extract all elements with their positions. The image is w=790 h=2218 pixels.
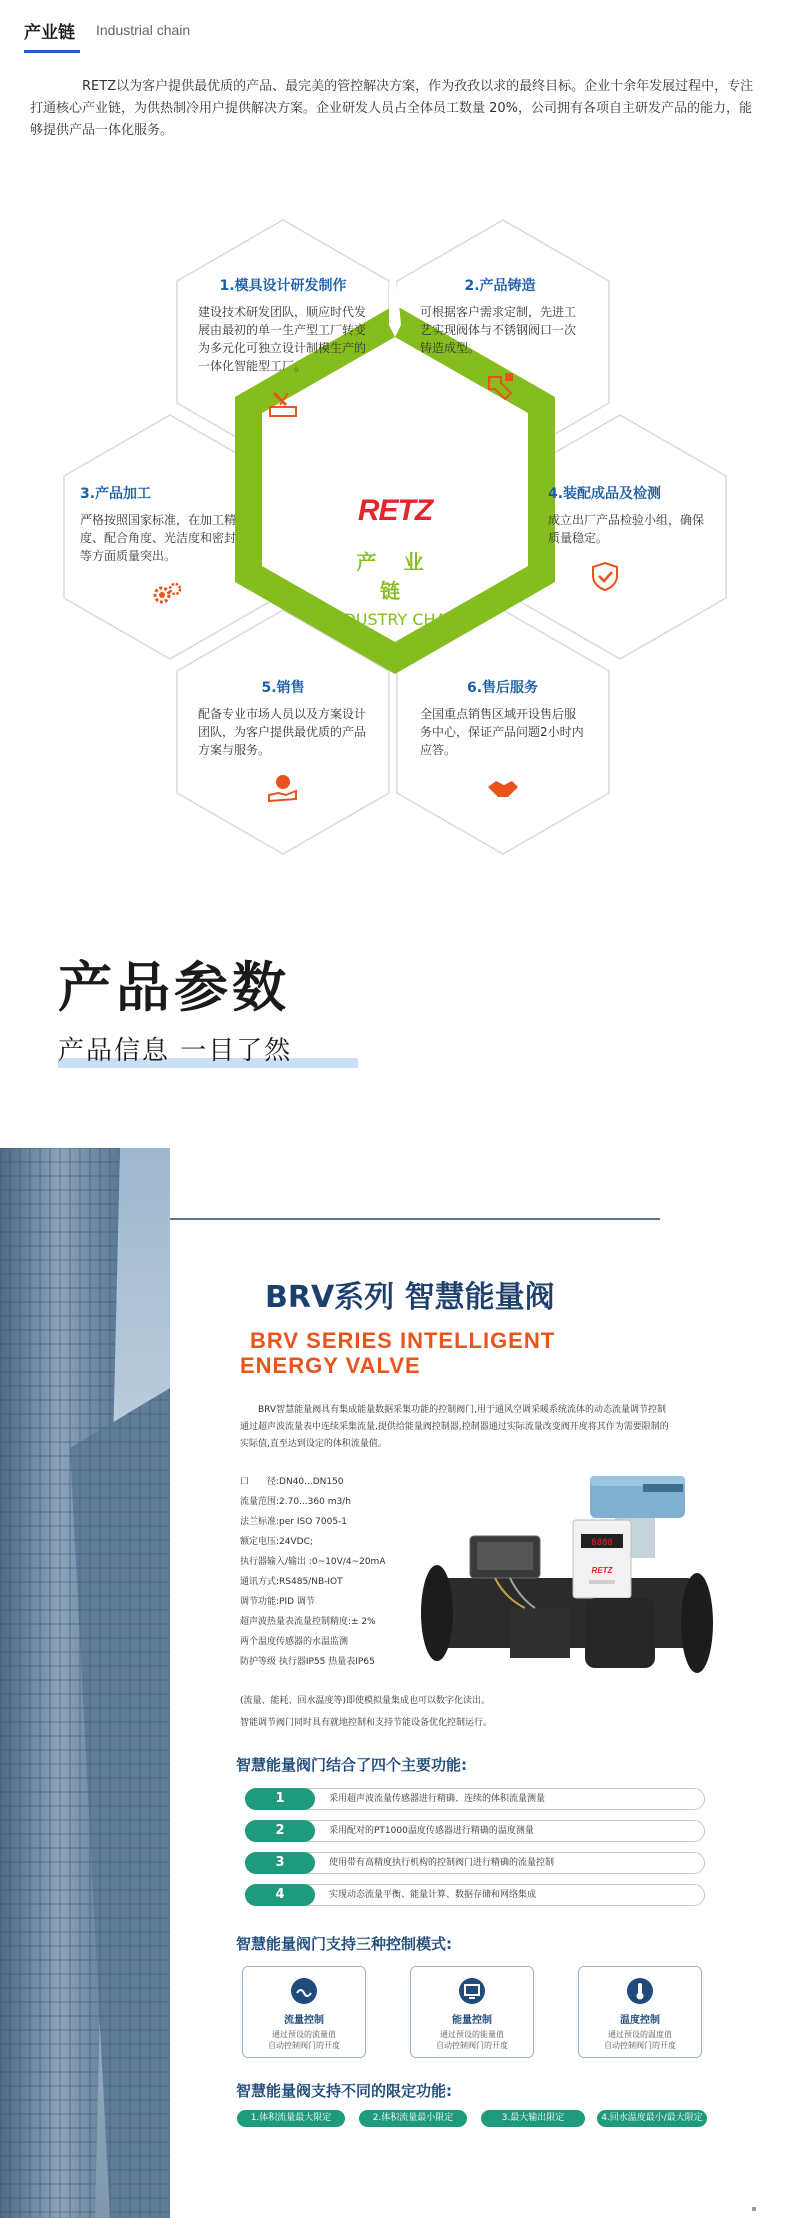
functions-heading: 智慧能量阀门结合了四个主要功能: — [236, 1756, 468, 1774]
money-hand-icon — [266, 773, 300, 803]
function-row — [245, 1884, 705, 1908]
product-title-en-line1: BRV SERIES INTELLIGENT — [250, 1328, 556, 1353]
chain-step-desc: 建设技术研发团队，顺应时代发展由最初的单一生产型工厂转变为多元化可独立设计制模生产的一体化智能型工厂。 — [198, 305, 367, 373]
chain-step-desc: 严格按照国家标准，在加工精度、配合角度、光洁度和密封等方面质量突出。 — [80, 513, 237, 563]
limit-tags — [237, 2110, 707, 2132]
control-modes — [242, 1966, 702, 2061]
chain-step-title: 3.产品加工 — [80, 486, 152, 502]
handshake-icon — [486, 773, 520, 803]
shield-check-icon — [588, 561, 622, 591]
chain-step-desc: 成立出厂产品检验小组，确保质量稳定。 — [548, 513, 705, 545]
spec-item: 流量范围:2.70...360 m3/h — [240, 1497, 351, 1507]
chain-step-title: 5.销售 — [261, 680, 305, 696]
chain-step-2 — [420, 275, 580, 401]
limit-tag: 2.体积流量最小限定 — [359, 2110, 467, 2127]
function-row — [245, 1788, 705, 1812]
spec-item: 执行器输入/输出 :0~10V/4~20mA — [240, 1557, 386, 1567]
function-text: 实现动态流量平衡、能量计算、数据存储和网络集成 — [329, 1890, 537, 1900]
design-tools-icon — [266, 389, 300, 419]
gears-icon — [150, 579, 184, 609]
mode-desc: 自动控制阀门的开度 — [604, 2041, 676, 2050]
valve-product-image — [415, 1458, 715, 1708]
chain-step-title: 4.装配成品及检测 — [548, 486, 662, 502]
mode-desc: 通过预设的能量值 — [440, 2030, 504, 2039]
center-title-en: INDUSTRY CHAIN — [326, 610, 464, 629]
chain-step-4 — [548, 483, 708, 591]
chain-step-1 — [198, 275, 368, 419]
divider-line — [170, 1218, 660, 1220]
function-text: 采用配对的PT1000温度传感器进行精确的温度测量 — [329, 1826, 534, 1836]
monitor-icon — [458, 1977, 486, 2005]
product-description: BRV智慧能量阀具有集成能量数据采集功能的控制阀门,用于通风空调采暖系统流体的动态流量调节控制通过超声波流量表中连续采集流量,提供给能量阀控制器,控制器通过实际流量改变阀开度将其作为需要限制的实际值,直至达到设定的体积流量值。 — [240, 1405, 669, 1449]
chain-step-desc: 配备专业市场人员以及方案设计团队，为客户提供最优质的产品方案与服务。 — [198, 707, 367, 757]
spec-item: 法兰标准:per ISO 7005-1 — [240, 1517, 348, 1527]
spec-item: 超声波热量表流量控制精度:± 2% — [240, 1617, 376, 1627]
center-title-cn: 产 业 链 — [356, 550, 434, 603]
mode-card-temperature — [578, 1966, 702, 2058]
spec-item: 口 径:DN40...DN150 — [240, 1477, 344, 1487]
product-notes — [240, 1690, 670, 1734]
product-params-title: 产品参数 — [58, 956, 290, 1019]
mode-card-energy — [410, 1966, 534, 2058]
product-title: BRV系列 智慧能量阀 — [265, 1280, 555, 1315]
mode-desc: 通过预设的温度值 — [608, 2030, 672, 2039]
thermometer-icon — [626, 1977, 654, 2005]
spec-item: 两个温度传感器的水温监测 — [240, 1637, 349, 1647]
chain-step-desc: 可根据客户需求定制，先进工艺实现阀体与不锈钢阀口一次铸造成型。 — [420, 305, 577, 355]
building-illustration — [0, 1148, 170, 2218]
function-text: 使用带有高精度执行机构的控制阀门进行精确的流量控制 — [329, 1858, 555, 1868]
product-title-en-line2: ENERGY VALVE — [240, 1353, 421, 1378]
function-number: 1 — [245, 1788, 315, 1810]
building-photo — [0, 1148, 170, 2218]
mode-title: 流量控制 — [284, 2015, 324, 2026]
product-params-subtitle: 产品信息 一目了然 — [58, 1036, 293, 1066]
chain-step-6 — [420, 677, 585, 803]
limit-tag: 4.回水温度最小/最大限定 — [597, 2110, 707, 2127]
svg-text:8888: 8888 — [591, 1538, 613, 1548]
mode-desc: 通过预设的流量值 — [272, 2030, 336, 2039]
intro-paragraph: RETZ以为客户提供最优质的产品、最完美的管控解决方案，作为孜孜以求的最终目标。企业十余年发展过程中，专注打通核心产业链，为供热制冷用户提供解决方案。企业研发人员占全体员工数量 20%，公司拥有各项自主研发产品的能力，能够提供产品一体化服务。 — [30, 79, 754, 138]
right-flange — [681, 1573, 713, 1673]
chain-step-title: 6.售后服务 — [466, 680, 539, 696]
limit-tag: 1.体积流量最大限定 — [237, 2110, 345, 2127]
chain-step-3 — [80, 483, 245, 609]
spec-item: 额定电压:24VDC; — [240, 1537, 313, 1547]
spec-item: 调节功能:PID 调节 — [240, 1597, 315, 1607]
decorative-dot — [752, 2207, 756, 2211]
left-flange — [421, 1565, 453, 1661]
flow-icon — [290, 1977, 318, 2005]
mode-desc: 自动控制阀门的开度 — [436, 2041, 508, 2050]
function-text: 采用超声波流量传感器进行精确、连续的体积流量测量 — [329, 1794, 546, 1804]
brand-logo: RETZ — [357, 494, 433, 527]
mode-desc: 自动控制阀门的开度 — [268, 2041, 340, 2050]
chain-step-5 — [198, 677, 368, 803]
function-number: 4 — [245, 1884, 315, 1906]
function-row — [245, 1820, 705, 1844]
modes-heading: 智慧能量阀门支持三种控制模式: — [236, 1935, 453, 1953]
chain-step-title: 1.模具设计研发制作 — [219, 278, 347, 294]
spec-item: 通讯方式:RS485/NB-IOT — [240, 1577, 343, 1587]
chain-step-desc: 全国重点销售区域开设售后服务中心，保证产品问题2小时内应答。 — [420, 707, 584, 757]
industry-chain-diagram — [0, 215, 790, 880]
note-item: 智能调节阀门同时具有就地控制和支持节能设备优化控制运行。 — [240, 1718, 493, 1728]
center-logo-block — [326, 494, 464, 629]
function-row — [245, 1852, 705, 1876]
header-underline — [24, 50, 80, 53]
section-title: 产业链 — [24, 23, 75, 43]
display-unit — [573, 1520, 631, 1598]
function-number: 2 — [245, 1820, 315, 1842]
chain-step-title: 2.产品铸造 — [464, 278, 536, 294]
display-brand: RETZ — [591, 1566, 613, 1575]
casting-icon — [483, 371, 517, 401]
section-subtitle: Industrial chain — [96, 22, 191, 38]
limits-heading: 智慧能量阀支持不同的限定功能: — [236, 2082, 453, 2100]
spec-item: 防护等级 执行器IP55 热量表IP65 — [240, 1657, 375, 1667]
mode-title: 能量控制 — [452, 2015, 492, 2026]
mode-card-flow — [242, 1966, 366, 2058]
mode-title: 温度控制 — [620, 2015, 660, 2026]
limit-tag: 3.最大输出限定 — [481, 2110, 585, 2127]
function-number: 3 — [245, 1852, 315, 1874]
note-item: (流量、能耗、回水温度等)即使模拟量集成也可以数字化读出。 — [240, 1696, 491, 1706]
